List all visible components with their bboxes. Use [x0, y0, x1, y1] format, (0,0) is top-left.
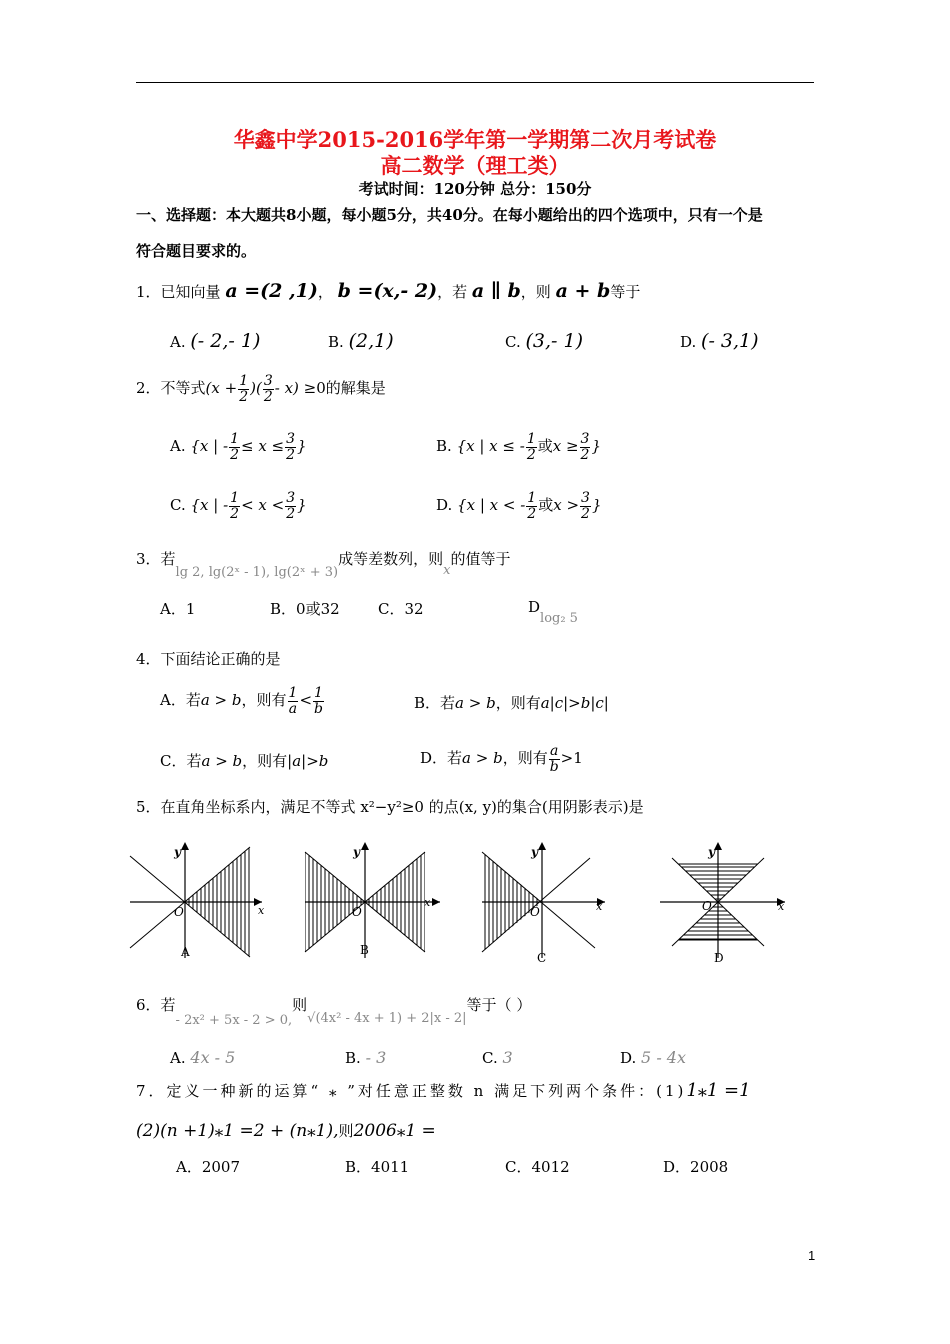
- page-number: 1: [808, 1248, 816, 1263]
- svg-text:O: O: [352, 905, 362, 919]
- q3-option-d: Dlog₂ 5: [528, 598, 578, 626]
- q6-option-c: C. 3: [482, 1048, 513, 1067]
- q6-option-d: D. 5 - 4x: [620, 1048, 687, 1067]
- svg-text:O: O: [530, 905, 540, 919]
- q1-option-a: A. (- 2,- 1): [170, 330, 261, 352]
- header-rule: [136, 82, 814, 83]
- q6-option-a: A. 4x - 5: [170, 1048, 236, 1067]
- q1-option-c: C. (3,- 1): [505, 330, 584, 352]
- vector-sum: a + b: [555, 280, 611, 302]
- svg-text:x: x: [424, 896, 431, 909]
- q4-option-d: D．若a > b，则有 $\frac{a}{b}$ >1: [420, 743, 583, 775]
- figure-d-label: D: [714, 951, 724, 965]
- question-7-line1: 7．定义一种新的运算“ ⁎ ”对任意正整数 n 满足下列两个条件：(1)1⁎1 =1: [136, 1080, 751, 1101]
- question-6: 6．若- 2x² + 5x - 2 > 0,则√(4x² - 4x + 1) + 2|x - 2|等于（ ）: [136, 996, 532, 1028]
- q2-option-d: D. {x | x < - $\frac{1}{2}$ 或x > $\frac{3}{2}$ }: [436, 490, 602, 522]
- svg-text:y: y: [708, 845, 715, 859]
- question-1: 1．已知向量 a =(2 ,1)， b =(x,- 2)，若 a ∥ b，则 a + b等于: [136, 280, 641, 302]
- q7-option-d: D．2008: [663, 1158, 729, 1176]
- figure-a: [130, 842, 265, 959]
- svg-text:y: y: [174, 845, 181, 859]
- vector-a: a =(2 ,1): [225, 280, 318, 302]
- q1-option-b: B. (2,1): [328, 330, 394, 352]
- svg-text:O: O: [174, 905, 184, 919]
- q2-option-b: B. {x | x ≤ - $\frac{1}{2}$ 或x ≥ $\frac{3}{2}$ }: [436, 431, 602, 463]
- question-7-line2: (2)(n +1)⁎1 =2 + (n⁎1),则2006⁎1 =: [136, 1121, 436, 1141]
- svg-text:y: y: [353, 845, 360, 859]
- log-sequence: lg 2, lg(2ˣ - 1), lg(2ˣ + 3): [175, 565, 339, 580]
- svg-text:O: O: [702, 899, 712, 913]
- q3-option-a: A．1: [160, 600, 196, 618]
- question-2: 2．不等式(x + $\frac{1}{2}$ )( $\frac{3}{2}$ - x) ≥0的解集是: [136, 373, 386, 405]
- question-3: 3．若lg 2, lg(2ˣ - 1), lg(2ˣ + 3)成等差数列，则x的值等于: [136, 550, 511, 580]
- q6-option-b: B. - 3: [345, 1048, 387, 1067]
- exam-subtitle: 高二数学（理工类）: [380, 153, 570, 178]
- section-intro-line1: 一、选择题：本大题共8小题，每小题5分，共40分。在每小题给出的四个选项中，只有一个是: [136, 206, 763, 224]
- q4-option-b: B．若a > b，则有a|c|>b|c|: [414, 694, 609, 712]
- figure-b: [305, 842, 440, 958]
- svg-text:x: x: [258, 904, 265, 917]
- figure-a-label: A: [181, 945, 190, 959]
- section-intro-line2: 符合题目要求的。: [136, 242, 257, 260]
- q6-condition: - 2x² + 5x - 2 > 0,: [175, 1013, 293, 1028]
- q2-option-c: C. {x | - $\frac{1}{2}$ < x < $\frac{3}{2}$ }: [170, 490, 307, 522]
- vector-b: b =(x,- 2): [337, 280, 438, 302]
- figure-c-label: C: [537, 951, 547, 965]
- q7-option-a: A．2007: [176, 1158, 241, 1176]
- figure-b-label: B: [360, 943, 369, 957]
- figure-d: [660, 842, 785, 965]
- parallel-condition: a ∥ b: [471, 280, 521, 302]
- q6-expression: √(4x² - 4x + 1) + 2|x - 2|: [307, 1011, 467, 1026]
- q1-option-d: D. (- 3,1): [680, 330, 759, 352]
- question-5: 5．在直角坐标系内，满足不等式 x²−y²≥0 的点(x, y)的集合(用阴影表示)是: [136, 798, 644, 816]
- svg-text:x: x: [596, 900, 603, 913]
- q4-option-c: C．若a > b，则有|a|>b: [160, 752, 329, 770]
- q2-option-a: A. {x | - $\frac{1}{2}$ ≤ x ≤ $\frac{3}{2}$ }: [170, 431, 307, 463]
- q5-figures: [0, 830, 950, 970]
- q3-option-c: C．32: [378, 600, 424, 618]
- q7-option-c: C．4012: [505, 1158, 570, 1176]
- q7-option-b: B．4011: [345, 1158, 410, 1176]
- svg-text:y: y: [531, 845, 538, 859]
- question-4: 4．下面结论正确的是: [136, 650, 281, 668]
- exam-title: 华鑫中学2015-2016学年第一学期第二次月考试卷: [233, 127, 717, 152]
- figure-c: [482, 842, 605, 965]
- q4-option-a: A．若a > b，则有 $\frac{1}{a}$ < $\frac{1}{b}$: [160, 685, 323, 717]
- q3-option-b: B．0或32: [270, 600, 340, 618]
- svg-text:x: x: [778, 900, 785, 913]
- exam-info: 考试时间：120分钟 总分：150分: [358, 180, 592, 198]
